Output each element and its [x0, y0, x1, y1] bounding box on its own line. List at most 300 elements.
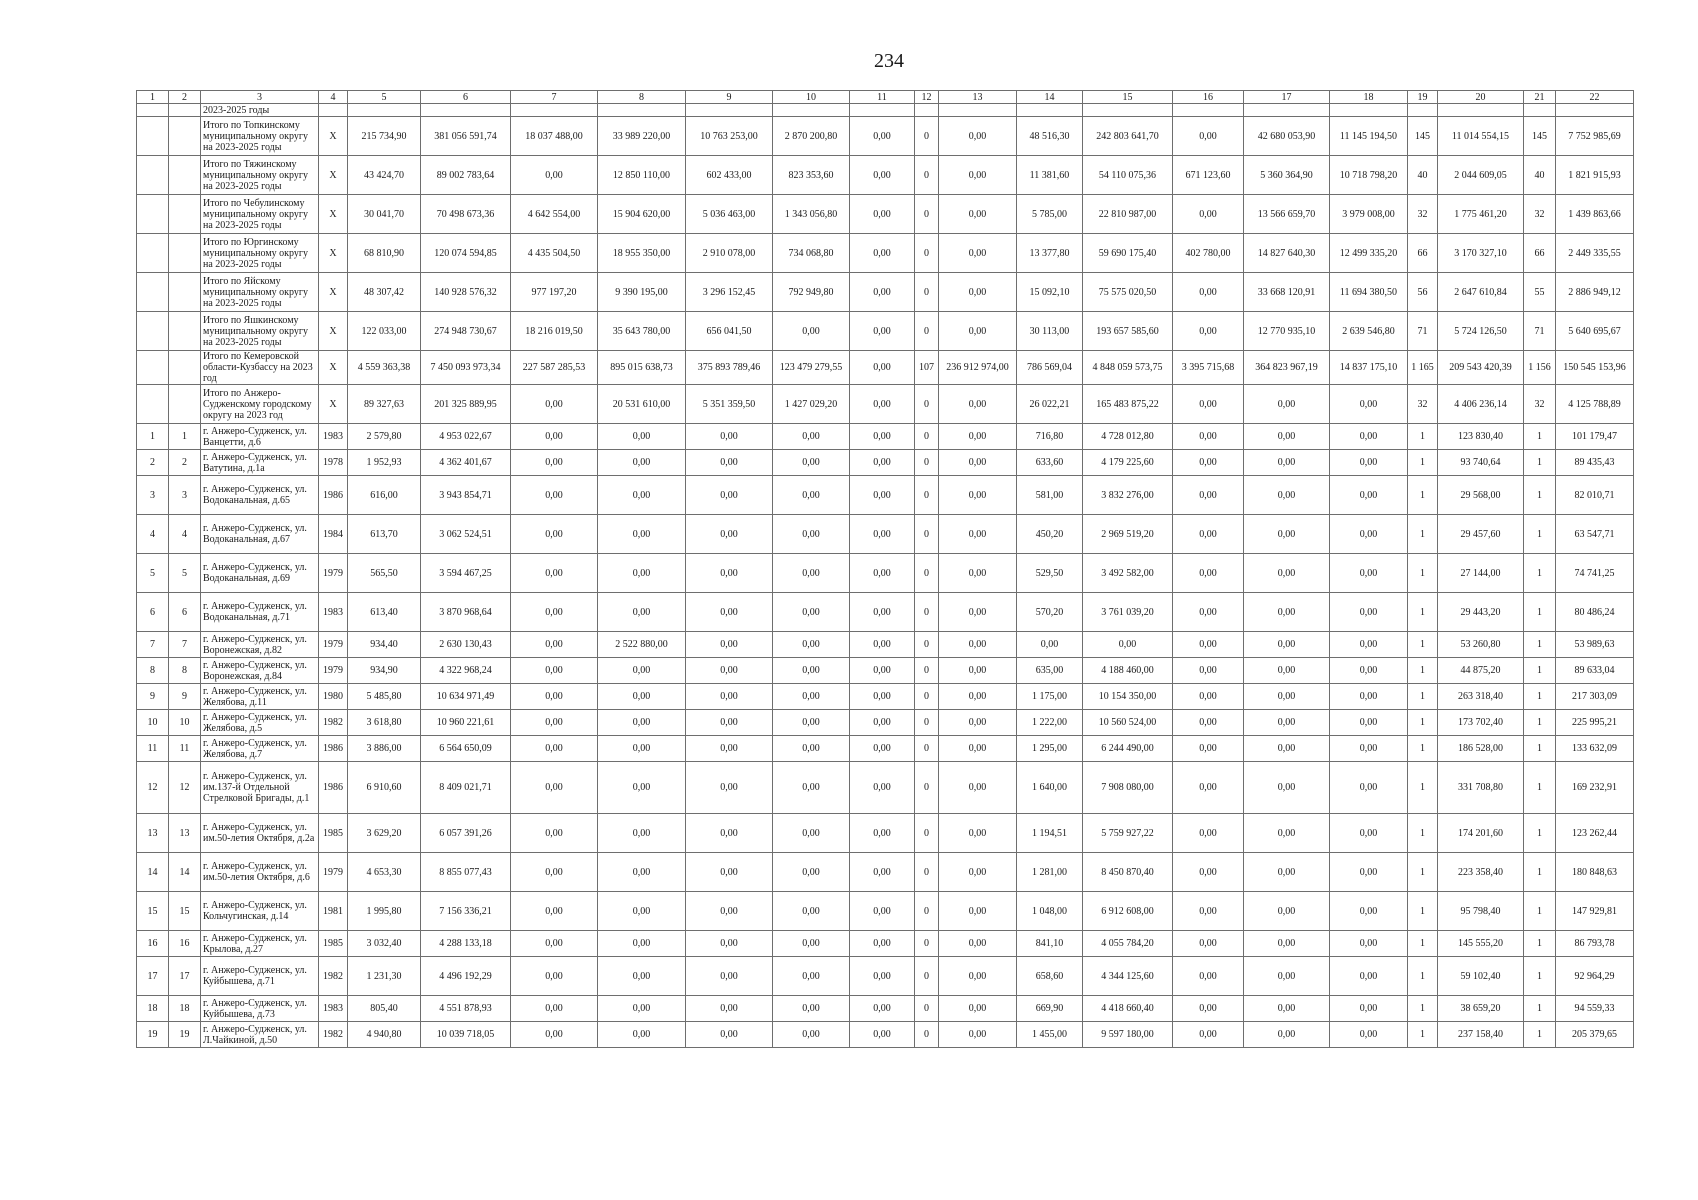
table-cell: 0,00 — [939, 632, 1017, 658]
table-cell: 0,00 — [1330, 1022, 1408, 1048]
table-cell — [850, 104, 915, 117]
table-cell: 0,00 — [511, 931, 598, 957]
table-cell: 1986 — [319, 476, 348, 515]
table-cell: 93 740,64 — [1438, 450, 1524, 476]
table-cell: 0,00 — [850, 515, 915, 554]
table-cell: 0,00 — [850, 658, 915, 684]
table-cell: 0,00 — [1244, 814, 1330, 853]
table-cell: 0,00 — [1244, 762, 1330, 814]
column-number: 19 — [1408, 91, 1438, 104]
table-cell: 375 893 789,46 — [686, 351, 773, 385]
table-cell: 1 — [1524, 554, 1556, 593]
table-cell — [169, 195, 201, 234]
table-cell: 1 — [1408, 1022, 1438, 1048]
table-cell: 0,00 — [686, 931, 773, 957]
table-cell: 0,00 — [686, 424, 773, 450]
table-cell: 977 197,20 — [511, 273, 598, 312]
table-cell: 1983 — [319, 996, 348, 1022]
table-cell: 59 690 175,40 — [1083, 234, 1173, 273]
table-cell: 0,00 — [511, 736, 598, 762]
table-cell: 3 979 008,00 — [1330, 195, 1408, 234]
table-cell: 0,00 — [1173, 762, 1244, 814]
table-cell: 0,00 — [850, 736, 915, 762]
table-cell: 0,00 — [773, 312, 850, 351]
table-cell: 3 870 968,64 — [421, 593, 511, 632]
table-row — [137, 632, 1634, 658]
table-cell: 1 — [1524, 424, 1556, 450]
table-cell: 565,50 — [348, 554, 421, 593]
table-cell: 8 409 021,71 — [421, 762, 511, 814]
table-cell: 133 632,09 — [1556, 736, 1634, 762]
table-cell: 0,00 — [773, 476, 850, 515]
table-cell: 8 — [137, 658, 169, 684]
table-row — [137, 892, 1634, 931]
table-cell: 223 358,40 — [1438, 853, 1524, 892]
table-cell: 716,80 — [1017, 424, 1083, 450]
address-cell: г. Анжеро-Судженск, ул. Кольчугинская, д.14 — [201, 892, 319, 931]
table-cell: 29 568,00 — [1438, 476, 1524, 515]
table-cell: 0,00 — [1330, 814, 1408, 853]
table-cell: 4 406 236,14 — [1438, 385, 1524, 424]
table-row — [137, 957, 1634, 996]
table-cell: X — [319, 156, 348, 195]
column-number: 18 — [1330, 91, 1408, 104]
table-cell — [169, 156, 201, 195]
table-row — [137, 450, 1634, 476]
table-cell: 10 039 718,05 — [421, 1022, 511, 1048]
table-cell: 2 449 335,55 — [1556, 234, 1634, 273]
table-cell: 4 551 878,93 — [421, 996, 511, 1022]
table-cell: 0,00 — [939, 957, 1017, 996]
table-cell: 786 569,04 — [1017, 351, 1083, 385]
table-cell: 0 — [915, 892, 939, 931]
table-cell: 602 433,00 — [686, 156, 773, 195]
total-row — [137, 385, 1634, 424]
table-cell: 0,00 — [598, 710, 686, 736]
table-cell: 613,70 — [348, 515, 421, 554]
table-cell: 5 485,80 — [348, 684, 421, 710]
table-cell: 0 — [915, 450, 939, 476]
table-cell: 11 — [169, 736, 201, 762]
table-cell — [137, 385, 169, 424]
table-cell: X — [319, 385, 348, 424]
table-cell: 1 — [1408, 515, 1438, 554]
table-cell: 1979 — [319, 554, 348, 593]
address-cell: г. Анжеро-Судженск, ул. Желябова, д.5 — [201, 710, 319, 736]
table-cell: 4 288 133,18 — [421, 931, 511, 957]
table-cell — [169, 385, 201, 424]
table-cell: 0 — [915, 554, 939, 593]
column-number: 5 — [348, 91, 421, 104]
address-cell: г. Анжеро-Судженск, ул. Ванцетти, д.6 — [201, 424, 319, 450]
table-row — [137, 476, 1634, 515]
total-row — [137, 117, 1634, 156]
table-cell: 0,00 — [511, 156, 598, 195]
table-cell: 4 — [137, 515, 169, 554]
table-cell: 0,00 — [1330, 554, 1408, 593]
table-cell: 0,00 — [850, 312, 915, 351]
table-cell: 0 — [915, 117, 939, 156]
table-cell: 0,00 — [773, 632, 850, 658]
table-cell — [1524, 104, 1556, 117]
table-cell: 48 307,42 — [348, 273, 421, 312]
table-cell: 0 — [915, 424, 939, 450]
table-cell: 274 948 730,67 — [421, 312, 511, 351]
table-cell: 4 642 554,00 — [511, 195, 598, 234]
table-cell: 10 763 253,00 — [686, 117, 773, 156]
table-cell — [686, 104, 773, 117]
address-cell: г. Анжеро-Судженск, ул. Куйбышева, д.71 — [201, 957, 319, 996]
table-cell: 15 092,10 — [1017, 273, 1083, 312]
table-cell: 1 640,00 — [1017, 762, 1083, 814]
address-cell: г. Анжеро-Судженск, ул. Ватутина, д.1а — [201, 450, 319, 476]
table-cell: 4 344 125,60 — [1083, 957, 1173, 996]
table-cell: 0,00 — [773, 853, 850, 892]
column-number: 3 — [201, 91, 319, 104]
table-cell: 201 325 889,95 — [421, 385, 511, 424]
column-number-row — [137, 91, 1634, 104]
table-cell: 11 694 380,50 — [1330, 273, 1408, 312]
table-cell: 1 231,30 — [348, 957, 421, 996]
table-cell: 18 955 350,00 — [598, 234, 686, 273]
address-cell: г. Анжеро-Судженск, ул. им.137-й Отдельной Стрелковой Бригады, д.1 — [201, 762, 319, 814]
table-cell: 0,00 — [511, 996, 598, 1022]
table-cell: 4 953 022,67 — [421, 424, 511, 450]
table-cell — [1244, 104, 1330, 117]
table-cell: 1 — [1408, 593, 1438, 632]
table-cell: 0 — [915, 234, 939, 273]
table-cell: 89 327,63 — [348, 385, 421, 424]
table-cell: 3 943 854,71 — [421, 476, 511, 515]
table-cell: 0 — [915, 273, 939, 312]
table-cell: 30 041,70 — [348, 195, 421, 234]
table-cell: 3 492 582,00 — [1083, 554, 1173, 593]
table-cell: 43 424,70 — [348, 156, 421, 195]
table-row — [137, 814, 1634, 853]
table-cell: 0,00 — [773, 450, 850, 476]
table-cell: 209 543 420,39 — [1438, 351, 1524, 385]
table-cell: 18 — [137, 996, 169, 1022]
address-cell: Итого по Топкинскому муниципальному округу на 2023-2025 годы — [201, 117, 319, 156]
table-cell: 1 — [1524, 996, 1556, 1022]
table-cell — [915, 104, 939, 117]
table-cell: 0,00 — [1330, 853, 1408, 892]
table-cell: 1 — [1408, 476, 1438, 515]
table-cell: 0,00 — [939, 658, 1017, 684]
table-cell: 0 — [915, 996, 939, 1022]
table-cell: 227 587 285,53 — [511, 351, 598, 385]
table-cell: 0,00 — [939, 996, 1017, 1022]
table-cell: 0 — [915, 1022, 939, 1048]
table-cell: 1 165 — [1408, 351, 1438, 385]
table-cell: 0,00 — [773, 684, 850, 710]
table-cell: 1982 — [319, 957, 348, 996]
table-cell: 364 823 967,19 — [1244, 351, 1330, 385]
table-cell: 0,00 — [939, 853, 1017, 892]
table-cell: 4 653,30 — [348, 853, 421, 892]
table-cell: 29 457,60 — [1438, 515, 1524, 554]
table-cell: 1 952,93 — [348, 450, 421, 476]
total-row — [137, 195, 1634, 234]
table-cell: 63 547,71 — [1556, 515, 1634, 554]
table-cell: 4 435 504,50 — [511, 234, 598, 273]
table-cell: 169 232,91 — [1556, 762, 1634, 814]
table-cell: 0,00 — [1244, 1022, 1330, 1048]
table-cell: 2 639 546,80 — [1330, 312, 1408, 351]
table-cell: 11 145 194,50 — [1330, 117, 1408, 156]
table-cell: 1 — [169, 424, 201, 450]
table-row — [137, 931, 1634, 957]
table-cell: 0,00 — [686, 814, 773, 853]
table-cell: 165 483 875,22 — [1083, 385, 1173, 424]
table-cell: 16 — [137, 931, 169, 957]
table-cell: 1982 — [319, 710, 348, 736]
table-cell: 33 668 120,91 — [1244, 273, 1330, 312]
table-cell: 0,00 — [850, 117, 915, 156]
column-number: 2 — [169, 91, 201, 104]
table-cell: 123 830,40 — [1438, 424, 1524, 450]
table-cell: 3 032,40 — [348, 931, 421, 957]
table-cell: 6 244 490,00 — [1083, 736, 1173, 762]
table-cell: 0,00 — [1173, 1022, 1244, 1048]
table-cell: 0,00 — [939, 273, 1017, 312]
table-cell: 32 — [1408, 195, 1438, 234]
table-cell — [1438, 104, 1524, 117]
table-cell: 0,00 — [850, 195, 915, 234]
page-number: 234 — [874, 50, 904, 72]
table-cell: 6 912 608,00 — [1083, 892, 1173, 931]
table-cell: 0,00 — [1083, 632, 1173, 658]
table-cell: 1985 — [319, 814, 348, 853]
table-cell: 6 564 650,09 — [421, 736, 511, 762]
table-cell: 0 — [915, 385, 939, 424]
table-cell: 823 353,60 — [773, 156, 850, 195]
address-cell: г. Анжеро-Судженск, ул. Желябова, д.11 — [201, 684, 319, 710]
table-cell: 0,00 — [939, 684, 1017, 710]
table-cell: 0,00 — [1173, 476, 1244, 515]
column-number: 1 — [137, 91, 169, 104]
table-cell: 0 — [915, 814, 939, 853]
column-number: 22 — [1556, 91, 1634, 104]
table-cell: 4 940,80 — [348, 1022, 421, 1048]
table-cell: 0,00 — [850, 892, 915, 931]
table-cell: 0,00 — [598, 892, 686, 931]
table-cell: 0,00 — [598, 684, 686, 710]
table-cell: 656 041,50 — [686, 312, 773, 351]
table-cell: X — [319, 234, 348, 273]
table-cell: 0,00 — [686, 762, 773, 814]
table-cell: 1 — [1408, 814, 1438, 853]
table-cell: 0,00 — [1244, 658, 1330, 684]
table-cell: 671 123,60 — [1173, 156, 1244, 195]
table-cell: 1 222,00 — [1017, 710, 1083, 736]
table-cell: 1983 — [319, 593, 348, 632]
table-cell: 0 — [915, 684, 939, 710]
table-cell: 0,00 — [1173, 450, 1244, 476]
table-cell: 0,00 — [939, 1022, 1017, 1048]
table-cell: 1 995,80 — [348, 892, 421, 931]
table-cell: 7 — [169, 632, 201, 658]
table-cell: 17 — [137, 957, 169, 996]
table-cell: 0,00 — [773, 957, 850, 996]
table-row — [137, 684, 1634, 710]
table-cell: 613,40 — [348, 593, 421, 632]
table-cell: 0,00 — [1330, 450, 1408, 476]
table-cell: 26 022,21 — [1017, 385, 1083, 424]
table-cell: 0,00 — [939, 385, 1017, 424]
table-cell — [169, 104, 201, 117]
table-cell: 0,00 — [1173, 195, 1244, 234]
table-cell: 1 — [1408, 632, 1438, 658]
table-row — [137, 424, 1634, 450]
table-cell: 0,00 — [850, 424, 915, 450]
table-cell: 10 560 524,00 — [1083, 710, 1173, 736]
table-cell: 13 — [169, 814, 201, 853]
table-cell: 6 — [137, 593, 169, 632]
table-cell: 734 068,80 — [773, 234, 850, 273]
table-cell: 0,00 — [939, 424, 1017, 450]
table-cell: 8 855 077,43 — [421, 853, 511, 892]
table-cell: 147 929,81 — [1556, 892, 1634, 931]
table-cell: 0,00 — [1173, 684, 1244, 710]
table-cell: 0,00 — [686, 554, 773, 593]
table-cell — [169, 351, 201, 385]
address-cell: Итого по Тяжинскому муниципальному округу на 2023-2025 годы — [201, 156, 319, 195]
address-cell: г. Анжеро-Судженск, ул. Крылова, д.27 — [201, 931, 319, 957]
table-cell: 0,00 — [1244, 632, 1330, 658]
table-cell: 0,00 — [1173, 957, 1244, 996]
table-cell: 805,40 — [348, 996, 421, 1022]
table-cell — [1083, 104, 1173, 117]
table-cell: 934,40 — [348, 632, 421, 658]
table-cell: 1 775 461,20 — [1438, 195, 1524, 234]
table-cell: 44 875,20 — [1438, 658, 1524, 684]
column-number: 6 — [421, 91, 511, 104]
table-cell: 0,00 — [773, 593, 850, 632]
table-cell — [137, 234, 169, 273]
table-cell: 0,00 — [773, 424, 850, 450]
table-cell: 4 188 460,00 — [1083, 658, 1173, 684]
table-cell: X — [319, 195, 348, 234]
table-cell: 59 102,40 — [1438, 957, 1524, 996]
table-cell: 2 870 200,80 — [773, 117, 850, 156]
table-cell: 1 — [1524, 450, 1556, 476]
table-cell: 0 — [915, 931, 939, 957]
table-cell: 0,00 — [686, 853, 773, 892]
table-cell: 1 — [1408, 554, 1438, 593]
table-cell: 0,00 — [511, 658, 598, 684]
table-cell: 1 — [1524, 892, 1556, 931]
table-cell: 95 798,40 — [1438, 892, 1524, 931]
table-cell: 1 295,00 — [1017, 736, 1083, 762]
table-cell: 0,00 — [939, 117, 1017, 156]
table-cell: 1 175,00 — [1017, 684, 1083, 710]
table-cell: 7 450 093 973,34 — [421, 351, 511, 385]
table-cell — [137, 117, 169, 156]
table-cell: 0,00 — [511, 1022, 598, 1048]
table-cell: 0,00 — [511, 957, 598, 996]
table-cell: 0,00 — [939, 710, 1017, 736]
address-cell: г. Анжеро-Судженск, ул. Водоканальная, д.71 — [201, 593, 319, 632]
table-cell: 0,00 — [850, 234, 915, 273]
table-cell: 1 — [1408, 424, 1438, 450]
table-cell: 0,00 — [686, 710, 773, 736]
table-cell: 0,00 — [1330, 762, 1408, 814]
table-cell: 1984 — [319, 515, 348, 554]
table-cell: 0,00 — [511, 814, 598, 853]
total-row — [137, 156, 1634, 195]
table-cell: 1 194,51 — [1017, 814, 1083, 853]
table-cell: 0,00 — [939, 156, 1017, 195]
table-cell: 11 381,60 — [1017, 156, 1083, 195]
table-cell: 0 — [915, 658, 939, 684]
table-cell: 32 — [1408, 385, 1438, 424]
table-cell — [511, 104, 598, 117]
table-cell: 217 303,09 — [1556, 684, 1634, 710]
table-cell: 0,00 — [1244, 515, 1330, 554]
table-cell: 263 318,40 — [1438, 684, 1524, 710]
table-cell: 0,00 — [598, 996, 686, 1022]
table-cell: 0 — [915, 853, 939, 892]
table-cell: 0 — [915, 762, 939, 814]
table-cell: 145 555,20 — [1438, 931, 1524, 957]
table-cell: 66 — [1408, 234, 1438, 273]
table-cell: 934,90 — [348, 658, 421, 684]
table-row — [137, 853, 1634, 892]
table-cell — [137, 312, 169, 351]
table-cell: 1 — [1408, 450, 1438, 476]
table-cell: 18 216 019,50 — [511, 312, 598, 351]
table-cell: 1 — [1408, 684, 1438, 710]
table-cell: 0,00 — [1244, 996, 1330, 1022]
table-cell: 0,00 — [1173, 312, 1244, 351]
table-cell: 7 908 080,00 — [1083, 762, 1173, 814]
table-cell: 4 728 012,80 — [1083, 424, 1173, 450]
table-cell: 0,00 — [773, 762, 850, 814]
table-cell: 1980 — [319, 684, 348, 710]
table-cell: 4 055 784,20 — [1083, 931, 1173, 957]
table-cell: 381 056 591,74 — [421, 117, 511, 156]
table-cell: 0,00 — [850, 385, 915, 424]
column-number: 4 — [319, 91, 348, 104]
table-cell: 86 793,78 — [1556, 931, 1634, 957]
table-cell: 2 910 078,00 — [686, 234, 773, 273]
table-cell: 5 724 126,50 — [1438, 312, 1524, 351]
table-cell: 14 — [169, 853, 201, 892]
total-row — [137, 351, 1634, 385]
column-number: 20 — [1438, 91, 1524, 104]
table-cell: 0,00 — [686, 450, 773, 476]
table-cell: 123 479 279,55 — [773, 351, 850, 385]
table-cell: 1 — [1524, 632, 1556, 658]
table-cell: 0,00 — [598, 450, 686, 476]
table-cell: 10 — [169, 710, 201, 736]
total-row — [137, 234, 1634, 273]
table-cell: 331 708,80 — [1438, 762, 1524, 814]
table-cell: 5 036 463,00 — [686, 195, 773, 234]
table-cell: 75 575 020,50 — [1083, 273, 1173, 312]
housing-register-table — [136, 90, 1634, 1048]
table-cell: 3 — [169, 476, 201, 515]
table-cell: 0,00 — [511, 385, 598, 424]
table-cell — [1173, 104, 1244, 117]
table-cell: 0,00 — [686, 892, 773, 931]
table-cell: 0,00 — [686, 996, 773, 1022]
table-row — [137, 710, 1634, 736]
table-cell: 0,00 — [1244, 736, 1330, 762]
table-cell: 0,00 — [1330, 385, 1408, 424]
table-cell: 0,00 — [773, 710, 850, 736]
